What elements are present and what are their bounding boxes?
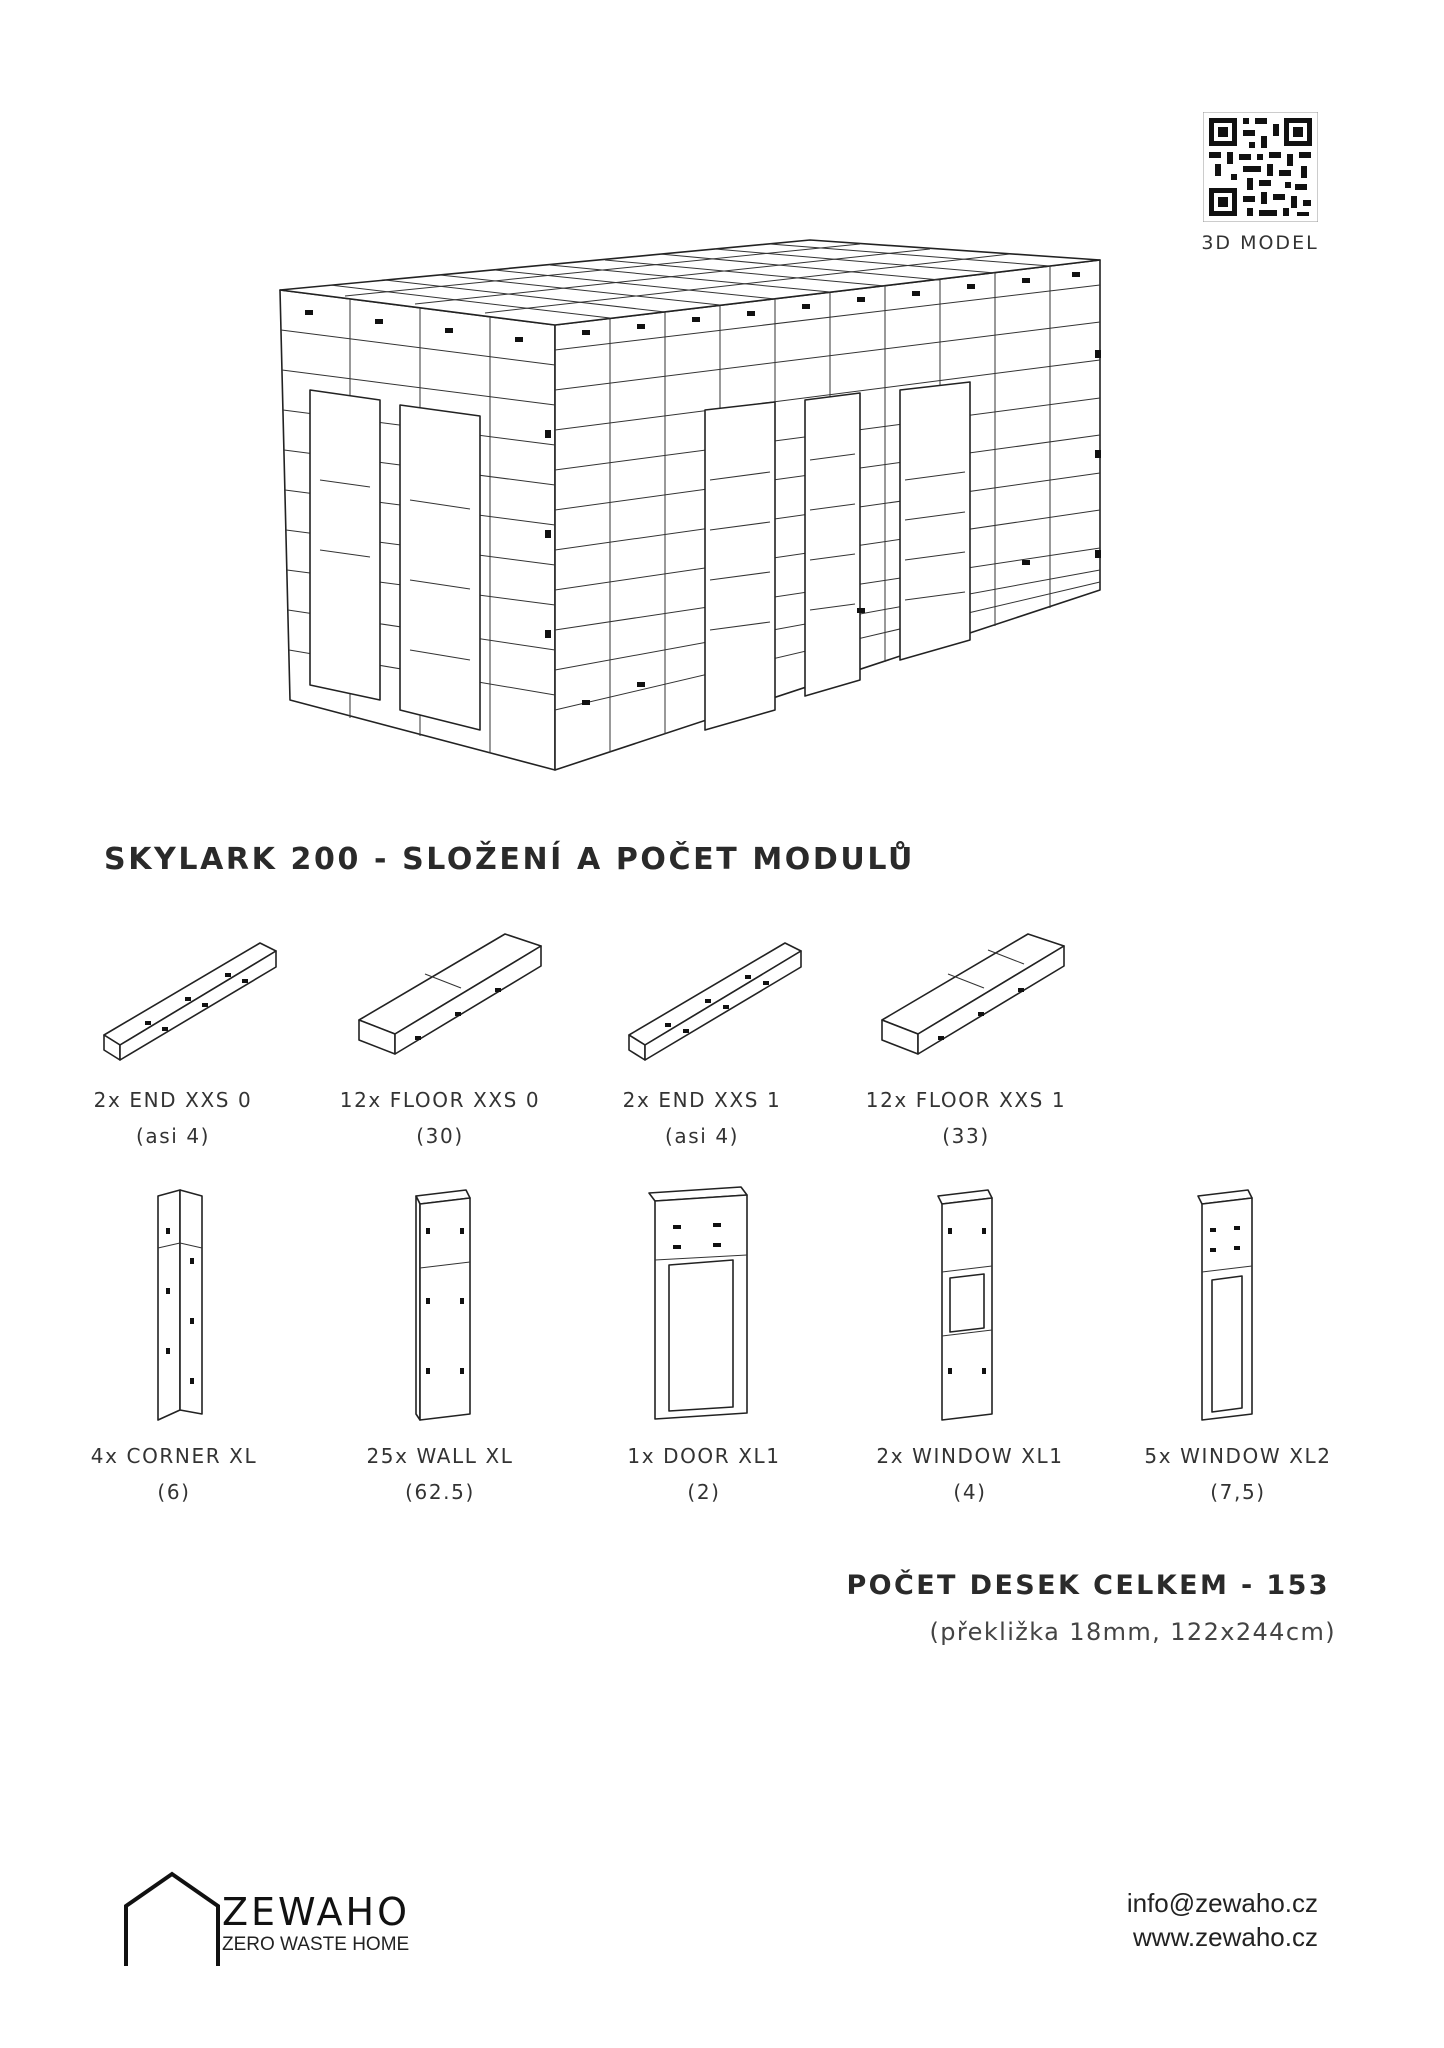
module-name: 25x WALL XL [366, 1444, 514, 1468]
module-window-xl1-drawing [930, 1188, 1000, 1428]
module-label [856, 1082, 1076, 1154]
module-label [64, 1438, 284, 1510]
module-boards: (asi 4) [664, 1124, 740, 1148]
module-boards: (4) [953, 1480, 987, 1504]
module-label [63, 1082, 283, 1154]
module-label [594, 1438, 814, 1510]
module-name: 2x END XXS 0 [93, 1088, 253, 1112]
module-end-xxs-1-drawing [625, 935, 805, 1065]
module-boards: (asi 4) [135, 1124, 211, 1148]
module-label [330, 1082, 550, 1154]
qr-label: 3D MODEL [1201, 232, 1319, 254]
house-icon [120, 1868, 220, 1968]
module-label [592, 1082, 812, 1154]
module-name: 12x FLOOR XXS 1 [865, 1088, 1067, 1112]
qr-code[interactable] [1203, 112, 1318, 222]
total-boards: POČET DESEK CELKEM - 153 [846, 1570, 1330, 1601]
module-label [330, 1438, 550, 1510]
module-name: 2x WINDOW XL1 [876, 1444, 1064, 1468]
module-door-xl1-drawing [643, 1185, 753, 1430]
module-wall-xl-drawing [408, 1188, 478, 1428]
contact-website[interactable]: www.zewaho.cz [1133, 1922, 1318, 1952]
module-floor-xxs-1-drawing [878, 930, 1068, 1070]
module-floor-xxs-0-drawing [355, 930, 545, 1070]
module-boards: (62.5) [405, 1480, 475, 1504]
module-name: 4x CORNER XL [90, 1444, 258, 1468]
module-name: 5x WINDOW XL2 [1144, 1444, 1332, 1468]
module-name: 12x FLOOR XXS 0 [339, 1088, 541, 1112]
module-window-xl2-drawing [1190, 1188, 1260, 1428]
module-boards: (30) [416, 1124, 464, 1148]
module-end-xxs-0-drawing [100, 935, 280, 1065]
qr-code-icon [1203, 112, 1318, 222]
skylark-3d-drawing [250, 230, 1130, 790]
brand-name: ZEWAHO [222, 1890, 411, 1934]
module-name: 2x END XXS 1 [622, 1088, 782, 1112]
module-boards: (2) [687, 1480, 721, 1504]
brand-tagline: ZERO WASTE HOME [222, 1934, 410, 1955]
module-boards: (33) [942, 1124, 990, 1148]
module-name: 1x DOOR XL1 [627, 1444, 781, 1468]
module-label [860, 1438, 1080, 1510]
material-spec: (překližka 18mm, 122x244cm) [929, 1618, 1336, 1646]
module-boards: (6) [157, 1480, 191, 1504]
contact-email[interactable]: info@zewaho.cz [1126, 1888, 1318, 1918]
module-boards: (7,5) [1210, 1480, 1266, 1504]
module-corner-xl-drawing [150, 1188, 210, 1428]
module-label [1128, 1438, 1348, 1510]
page-title: SKYLARK 200 - SLOŽENÍ A POČET MODULŮ [104, 842, 915, 877]
